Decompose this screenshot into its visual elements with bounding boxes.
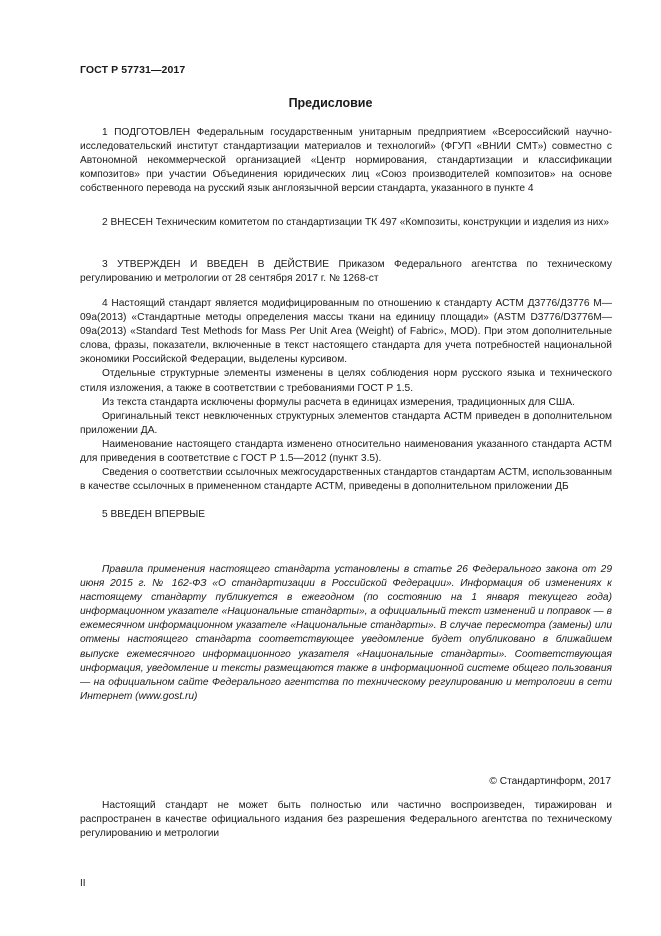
section-5 <box>80 508 612 522</box>
reproduction-note: Настоящий стандарт не может быть полностью или частично воспроизведен, тиражирован и распространен в качестве официального издания без разрешения Федерального агентства по техническому регулированию и метрологии <box>80 800 612 840</box>
section-4 <box>80 297 612 494</box>
document-number: ГОСТ Р 57731—2017 <box>80 64 186 76</box>
notice-block <box>80 563 612 704</box>
reproduction-note-block <box>80 799 612 841</box>
section-2 <box>80 216 612 230</box>
section-paragraph: 1 ПОДГОТОВЛЕН Федеральным государственным унитарным предприятием «Всероссийский научно-исследовательский институт стандартизации материалов и технологий» (ФГУП «ВНИИ СМТ») совместно с Автономной некоммерческой организацией «Центр нормирования, стандартизации и классификации композитов» при участии Объединения юридических лиц «Союз производителей композитов» на основе собственного перевода на русский язык англоязычной версии стандарта, указанного в пункте 4 <box>80 127 612 195</box>
page-title: Предисловие <box>288 96 373 110</box>
section-paragraph: Из текста стандарта исключены формулы расчета в единицах измерения, традиционных для США. <box>102 396 575 408</box>
section-3 <box>80 258 612 286</box>
section-paragraph: 3 УТВЕРЖДЕН И ВВЕДЕН В ДЕЙСТВИЕ Приказом Федерального агентства по техническому регулированию и метрологии от 28 сентября 2017 г. № 1268-ст <box>80 259 612 285</box>
section-paragraph: Оригинальный текст невключенных структурных элементов стандарта АСТМ приведен в дополнительном приложении ДА. <box>80 410 612 436</box>
section-paragraph: Отдельные структурные элементы изменены в целях соблюдения норм русского языка и технического стиля изложения, а также в соответствии с требованиями ГОСТ Р 1.5. <box>80 368 612 394</box>
section-paragraph: 2 ВНЕСЕН Техническим комитетом по стандартизации ТК 497 «Композиты, конструкции и изделия из них» <box>102 217 610 228</box>
section-paragraph: Наименование настоящего стандарта изменено относительно наименования указанного стандарта АСТМ для приведения в соответствие с ГОСТ Р 1.5—2012 (пункт 3.5). <box>80 438 612 465</box>
section-1 <box>80 126 612 196</box>
section-paragraph: 5 ВВЕДЕН ВПЕРВЫЕ <box>102 509 206 520</box>
section-paragraph: 4 Настоящий стандарт является модифицированным по отношению к стандарту АСТМ Д3776/Д3776 М—09а(2013) «Стандартные методы определения массы ткани на единицу площади» (ASTM D3776/D3776M—09a(2013) «Standard Test Methods for Mass Per Unit Area (Weight) of Fabric», MOD). При этом дополнительные слова, фразы, показатели, включенные в текст настоящего стандарта для учета потребностей национальной экономики Российской Федерации, выделены курсивом. <box>80 298 612 366</box>
notice-text: Правила применения настоящего стандарта установлены в статье 26 Федерального закона от 29 июня 2015 г. № 162-ФЗ «О стандартизации в Российской Федерации». Информация об изменениях к настоящему стандарту публикуется в ежегодном (по состоянию на 1 января текущего года) информационном указателе «Национальные стандарты», а официальный текст изменений и поправок — в ежемесячном информационном указателе «Национальные стандарты». В случае пересмотра (замены) или отмены настоящего стандарта соответствующее уведомление будет опубликовано в ближайшем выпуске ежемесячного информационного указателя «Национальные стандарты». Соответствующая информация, уведомление и тексты размещаются также в информационной системе общего пользования — на официальном сайте Федерального агентства по техническому регулированию и метрологии в сети Интернет (www.gost.ru) <box>80 564 612 702</box>
section-paragraph: Сведения о соответствии ссылочных межгосударственных стандартов стандартам АСТМ, использованным в качестве ссылочных в примененном стандарте АСТМ, приведены в дополнительном приложении ДБ <box>80 467 612 493</box>
page-number: II <box>80 878 86 889</box>
copyright: © Стандартинформ, 2017 <box>489 776 611 787</box>
